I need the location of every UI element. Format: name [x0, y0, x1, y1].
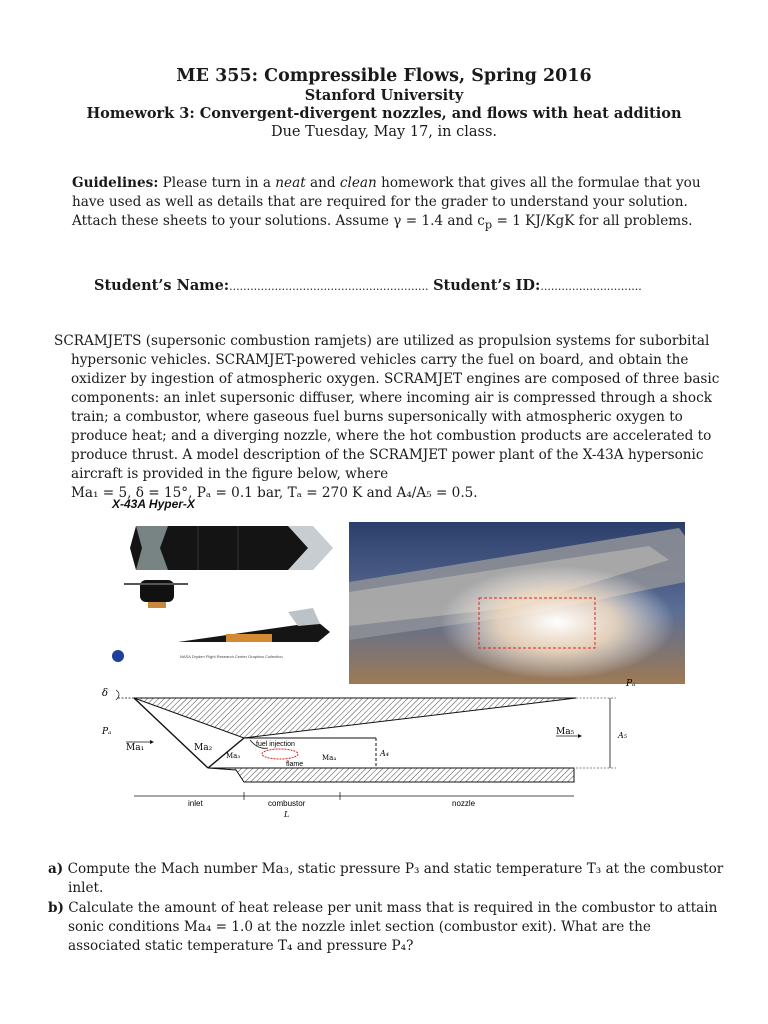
question-b	[48, 899, 724, 956]
ma1-label: Ma₁	[126, 743, 145, 753]
ma5-label: Ma₅	[556, 727, 575, 737]
scramjet-schematic	[96, 676, 656, 824]
university: Stanford University	[304, 87, 464, 104]
a5-label: A₅	[618, 731, 627, 740]
guidelines-paragraph	[72, 174, 722, 235]
guidelines-neat: neat	[275, 175, 306, 191]
guidelines-text-1: Please turn in a	[158, 175, 276, 191]
nasa-logo-icon	[112, 650, 124, 662]
a4-label: A₄	[380, 749, 389, 758]
wind-tunnel-photo	[349, 522, 685, 684]
flame-label: flame	[286, 761, 304, 768]
student-name-label: Student’s Name:	[94, 277, 230, 294]
course-title: ME 355: Compressible Flows, Spring 2016	[176, 66, 592, 86]
guidelines-text-3: = 1 KJ/KgK for all problems.	[492, 213, 693, 229]
upper-wall	[134, 698, 576, 738]
guidelines-clean: clean	[339, 175, 377, 191]
combustor-label: combustor	[268, 799, 306, 808]
guidelines-text-2: homework that gives all the formulae that you have used as well as details that are required for the grader to understand your solution. Attach these sheets to your solutions. Assume γ = 1.4 and c	[72, 175, 701, 229]
question-a-text: Compute the Mach number Ma₃, static pressure P₃ and static temperature T₃ at the combustor inlet.	[67, 861, 724, 896]
pa-right-label: Pₐ	[626, 679, 636, 689]
intro-paragraph	[54, 332, 723, 503]
inlet-label: inlet	[188, 799, 203, 808]
x43a-drawing	[108, 490, 348, 675]
nozzle-label: nozzle	[452, 799, 476, 808]
x43a-title: X-43A Hyper-X	[112, 497, 195, 511]
question-b-label: b)	[48, 900, 64, 916]
homework-title: Homework 3: Convergent-divergent nozzles, and flows with heat addition	[86, 105, 682, 122]
ma2-label: Ma₂	[194, 743, 213, 753]
question-a	[48, 860, 724, 898]
guidelines-and: and	[305, 175, 340, 191]
pa-left-label: Pₐ	[102, 727, 112, 737]
guidelines-sub-p: p	[484, 217, 493, 232]
flame-region	[262, 749, 298, 759]
due-date: Due Tuesday, May 17, in class.	[270, 124, 498, 140]
student-id-dots: .............................	[540, 280, 642, 293]
intro-conditions: Ma₁ = 5, δ = 15°, Pₐ = 0.1 bar, Tₐ = 270 K and A₄/A₅ = 0.5.	[71, 485, 478, 501]
question-b-text: Calculate the amount of heat release per unit mass that is required in the combustor to attain sonic conditions Ma₄ = 1.0 at the nozzle inlet section (combustor exit). What are the associated static temperature T₄ and pressure P₄?	[68, 900, 718, 954]
student-id-label: Student’s ID:	[433, 277, 541, 294]
fuel-injection-label: fuel injection	[256, 741, 295, 748]
intro-text	[54, 332, 723, 503]
lower-cowl	[208, 768, 574, 782]
student-line	[94, 277, 642, 294]
ma3-label: Ma₃	[226, 752, 241, 760]
length-label: L	[284, 810, 290, 819]
student-name-dots: .........................................................	[229, 280, 429, 293]
ma4-label: Ma₄	[322, 754, 337, 762]
question-a-label: a)	[48, 861, 64, 877]
x43a-credit: NASA Dryden Flight Research Center Graphics Collection	[180, 654, 283, 659]
delta-label: δ	[102, 688, 109, 699]
intro-body: SCRAMJETS (supersonic combustion ramjets) are utilized as propulsion systems for suborbital hypersonic vehicles. SCRAMJET-powered vehicles carry the fuel on board, and obtain the oxidizer by ingestion of atmospheric oxygen. SCRAMJET engines are composed of three basic components: an inlet supersonic diffuser, where incoming air is compressed through a shock train; a combustor, where gaseous fuel burns supersonically with atmospheric oxygen to produce heat; and a diverging nozzle, where the hot combustion products are accelerated to produce thrust. A model description of the SCRAMJET power plant of the X-43A hypersonic aircraft is provided in the figure below, where	[54, 333, 720, 482]
guidelines-label: Guidelines:	[72, 175, 159, 191]
